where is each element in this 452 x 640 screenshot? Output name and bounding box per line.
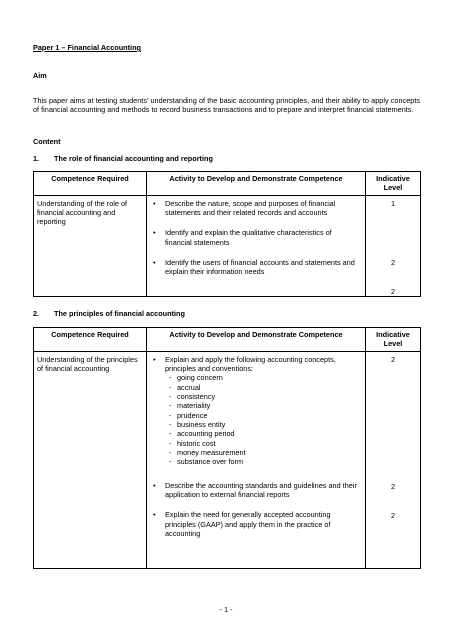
sub-item: - accrual [169, 382, 201, 392]
bullet-icon: • [153, 257, 156, 267]
activity-item: • Identify and explain the qualitative characteristics of financial statements [153, 228, 332, 247]
activity-item: • Explain the need for generally accepted accounting principles (GAAP) and apply them in the practice of accounting [153, 510, 331, 538]
table-row [34, 351, 421, 569]
activity-item: • Explain and apply the following accounting concepts, principles and conventions: - going concern - accrual - consistency - materiality - prudence - business entity - accounting period - historic cost - money measurement - substance over form [153, 355, 359, 467]
page-number: - 1 - [219, 605, 233, 614]
header-activity: Activity to Develop and Demonstrate Competence [147, 172, 366, 196]
section-2-number: 2. [33, 309, 40, 318]
section-1-heading [33, 154, 213, 163]
header-competence: Competence Required [34, 172, 147, 196]
document-title: Paper 1 – Financial Accounting [33, 43, 141, 52]
activity-item: • Identify the users of financial accounts and statements and explain their information needs [153, 257, 355, 277]
header-competence: Competence Required [34, 328, 147, 352]
bullet-icon: • [153, 480, 156, 490]
level-value: 2 [390, 257, 396, 267]
section-2-table [33, 327, 421, 569]
activity-item: • Describe the accounting standards and guidelines and their application to external financial reports [153, 480, 357, 499]
bullet-icon: • [153, 354, 156, 364]
section-1-table [33, 171, 421, 297]
section-2-heading [33, 309, 185, 318]
sub-item: - accounting period [169, 429, 235, 439]
aim-paragraph: This paper aims at testing students’ understanding of the basic accounting principles, and their ability to apply concepts of financial accounting and methods to record business transactions and to prepare and interpret financial statements. [33, 96, 420, 115]
table-header-row [34, 172, 421, 196]
bullet-icon: • [153, 510, 156, 520]
sub-item: - money measurement [169, 447, 246, 457]
section-1-title: The role of financial accounting and reporting [54, 154, 213, 163]
sub-item: - going concern [169, 373, 223, 383]
header-level: Indicative Level [366, 328, 421, 352]
activity-cell [147, 195, 366, 296]
activity-cell [147, 351, 366, 569]
bullet-icon: • [153, 198, 156, 208]
sub-item: - business entity [169, 419, 226, 429]
competence-cell: Understanding of the principles of financial accounting [34, 351, 147, 569]
activity-item: • Describe the nature, scope and purposes of financial statements and their related records and accounts [153, 198, 336, 217]
level-value: 2 [390, 481, 396, 491]
content-heading: Content [33, 137, 61, 146]
level-cell [366, 351, 421, 569]
section-2-title: The principles of financial accounting [54, 309, 185, 318]
header-level: Indicative Level [366, 172, 421, 196]
section-1-number: 1. [33, 154, 40, 163]
table-row [34, 195, 421, 296]
level-value: 2 [390, 286, 396, 296]
sub-item: - consistency [169, 391, 216, 401]
aim-heading: Aim [33, 71, 47, 80]
table-header-row [34, 328, 421, 352]
level-value: 2 [390, 510, 396, 520]
sub-item: - historic cost [169, 438, 216, 448]
header-activity: Activity to Develop and Demonstrate Competence [147, 328, 366, 352]
competence-cell: Understanding of the role of financial accounting and reporting [34, 195, 147, 296]
sub-item: - substance over form [169, 457, 244, 467]
level-value: 1 [390, 198, 396, 208]
sub-item: - materiality [169, 401, 211, 411]
bullet-icon: • [153, 228, 156, 238]
level-value: 2 [390, 354, 396, 364]
level-cell [366, 195, 421, 296]
sub-item: - prudence [169, 410, 208, 420]
